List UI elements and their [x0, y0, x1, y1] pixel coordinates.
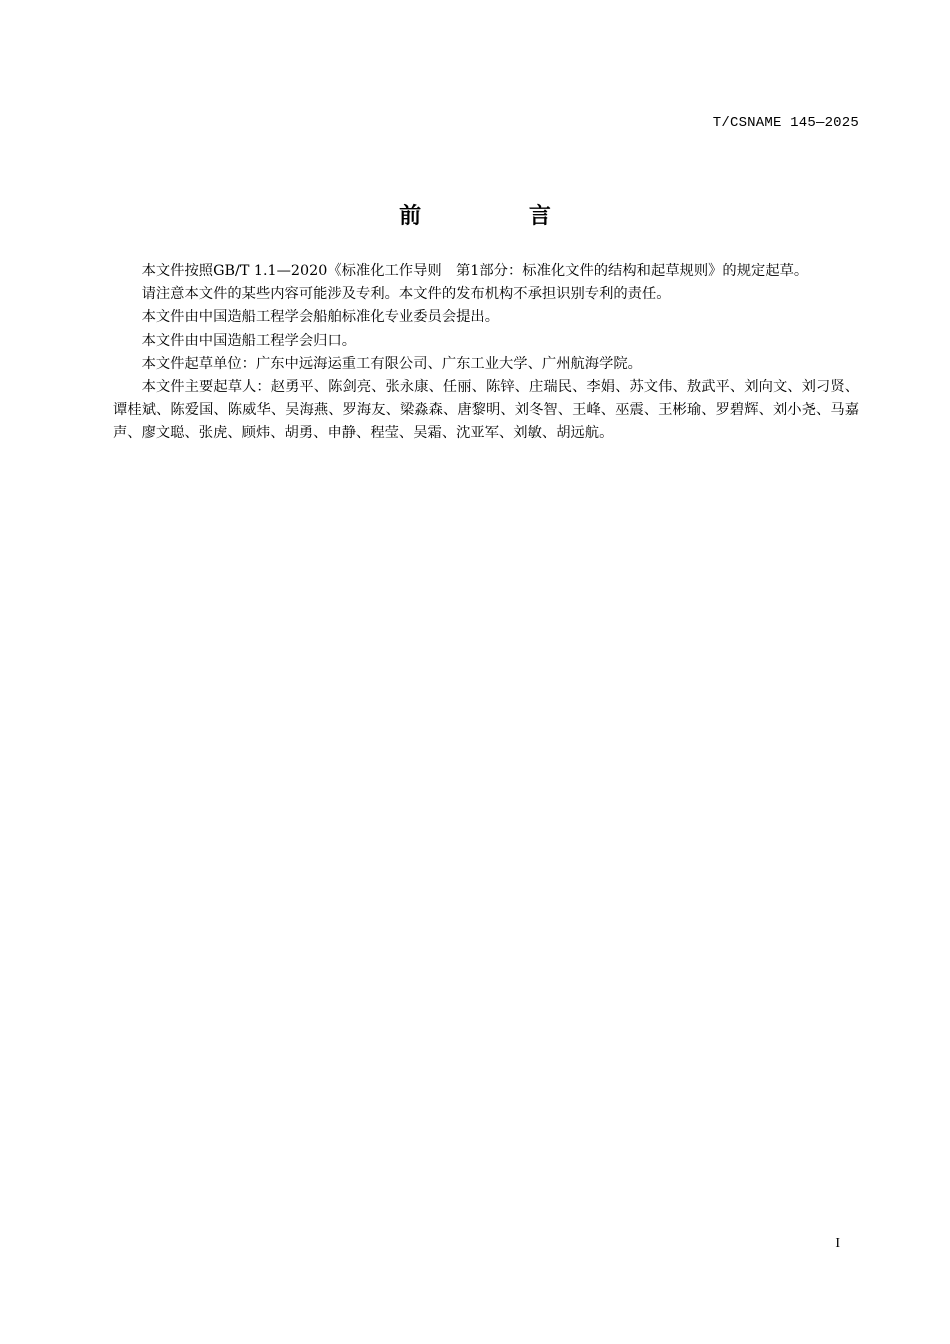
paragraph-drafters: 本文件主要起草人：赵勇平、陈剑亮、张永康、任丽、陈锌、庄瑞民、李娟、苏文伟、敖武平、刘向文、刘刁贤、谭桂斌、陈爱国、陈威华、吴海燕、罗海友、梁淼森、唐黎明、刘冬智、王峰、巫震、王彬瑜、罗碧辉、刘小尧、马嘉声、廖文聪、张虎、顾炜、胡勇、申静、程莹、吴霜、沈亚军、刘敏、胡远航。	[113, 379, 859, 442]
paragraph-administrator: 本文件由中国造船工程学会归口。	[141, 332, 357, 349]
foreword-body	[113, 260, 859, 446]
document-code: T/CSNAME 145—2025	[712, 115, 859, 131]
page-number: I	[835, 1236, 840, 1251]
paragraph-patent-notice: 请注意本文件的某些内容可能涉及专利。本文件的发布机构不承担识别专利的责任。	[141, 286, 671, 303]
paragraph-proposer: 本文件由中国造船工程学会船舶标准化专业委员会提出。	[141, 309, 500, 326]
page-title: 前 言	[399, 204, 601, 229]
paragraph-drafting-units: 本文件起草单位：广东中远海运重工有限公司、广东工业大学、广州航海学院。	[141, 355, 642, 372]
paragraph-drafting-rules: 本文件按照GB/T 1.1—2020《标准化工作导则 第1部分：标准化文件的结构和起草规则》的规定起草。	[141, 263, 809, 279]
